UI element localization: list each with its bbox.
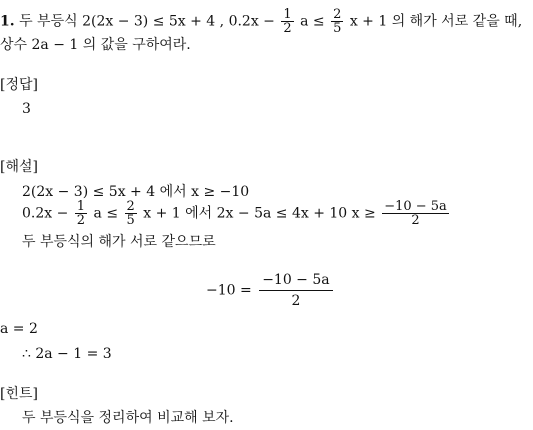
solution-conclusion: ∴ 2a − 1 = 3 [22,346,112,362]
solution-a-value: a = 2 [0,321,38,337]
solution-equation-fraction: $\frac{-10 - 5a}{2}$ [259,270,332,311]
problem-text-c: x + 1 의 해가 서로 같을 때, [349,13,523,30]
problem-line-2: 상수 2a − 1 의 값을 구하여라. [0,37,191,53]
problem-text-a: 두 부등식 2(2x − 3) ≤ 5x + 4 , 0.2x − [19,13,275,30]
problem-text-b: a ≤ [300,13,325,30]
answer-heading: [정답] [0,77,38,93]
hint-text: 두 부등식을 정리하여 비교해 보자. [22,410,234,426]
hint-heading: [힌트] [0,386,38,402]
solution-step-3: 두 부등식의 해가 서로 같으므로 [22,234,216,250]
solution-fraction-1: $\frac{1}{2}$ [76,199,86,228]
problem-fraction-2: $\frac{2}{5}$ [333,7,342,36]
solution-fraction-2: $\frac{2}{5}$ [126,199,135,228]
problem-line-1 [0,8,522,35]
answer-value: 3 [22,101,31,117]
solution-step-1: 2(2x − 3) ≤ 5x + 4 에서 x ≥ −10 [22,184,250,200]
solution-fraction-3: $\frac{-10 - 5a}{2}$ [384,199,447,228]
problem-fraction-1: $\frac{1}{2}$ [283,7,292,36]
problem-number: 1. [0,13,15,30]
solution-step-2: 0.2x − $\frac{1}{2}$ a ≤ $\frac{2}{5}$ x + 1 에서 2x − 5a ≤ 4x + 10 x ≥ $\frac{-10 - 5a}{2}$ [22,199,447,228]
solution-equation: −10 = $\frac{-10 - 5a}{2}$ [206,270,336,311]
solution-heading: [해설] [0,159,38,175]
